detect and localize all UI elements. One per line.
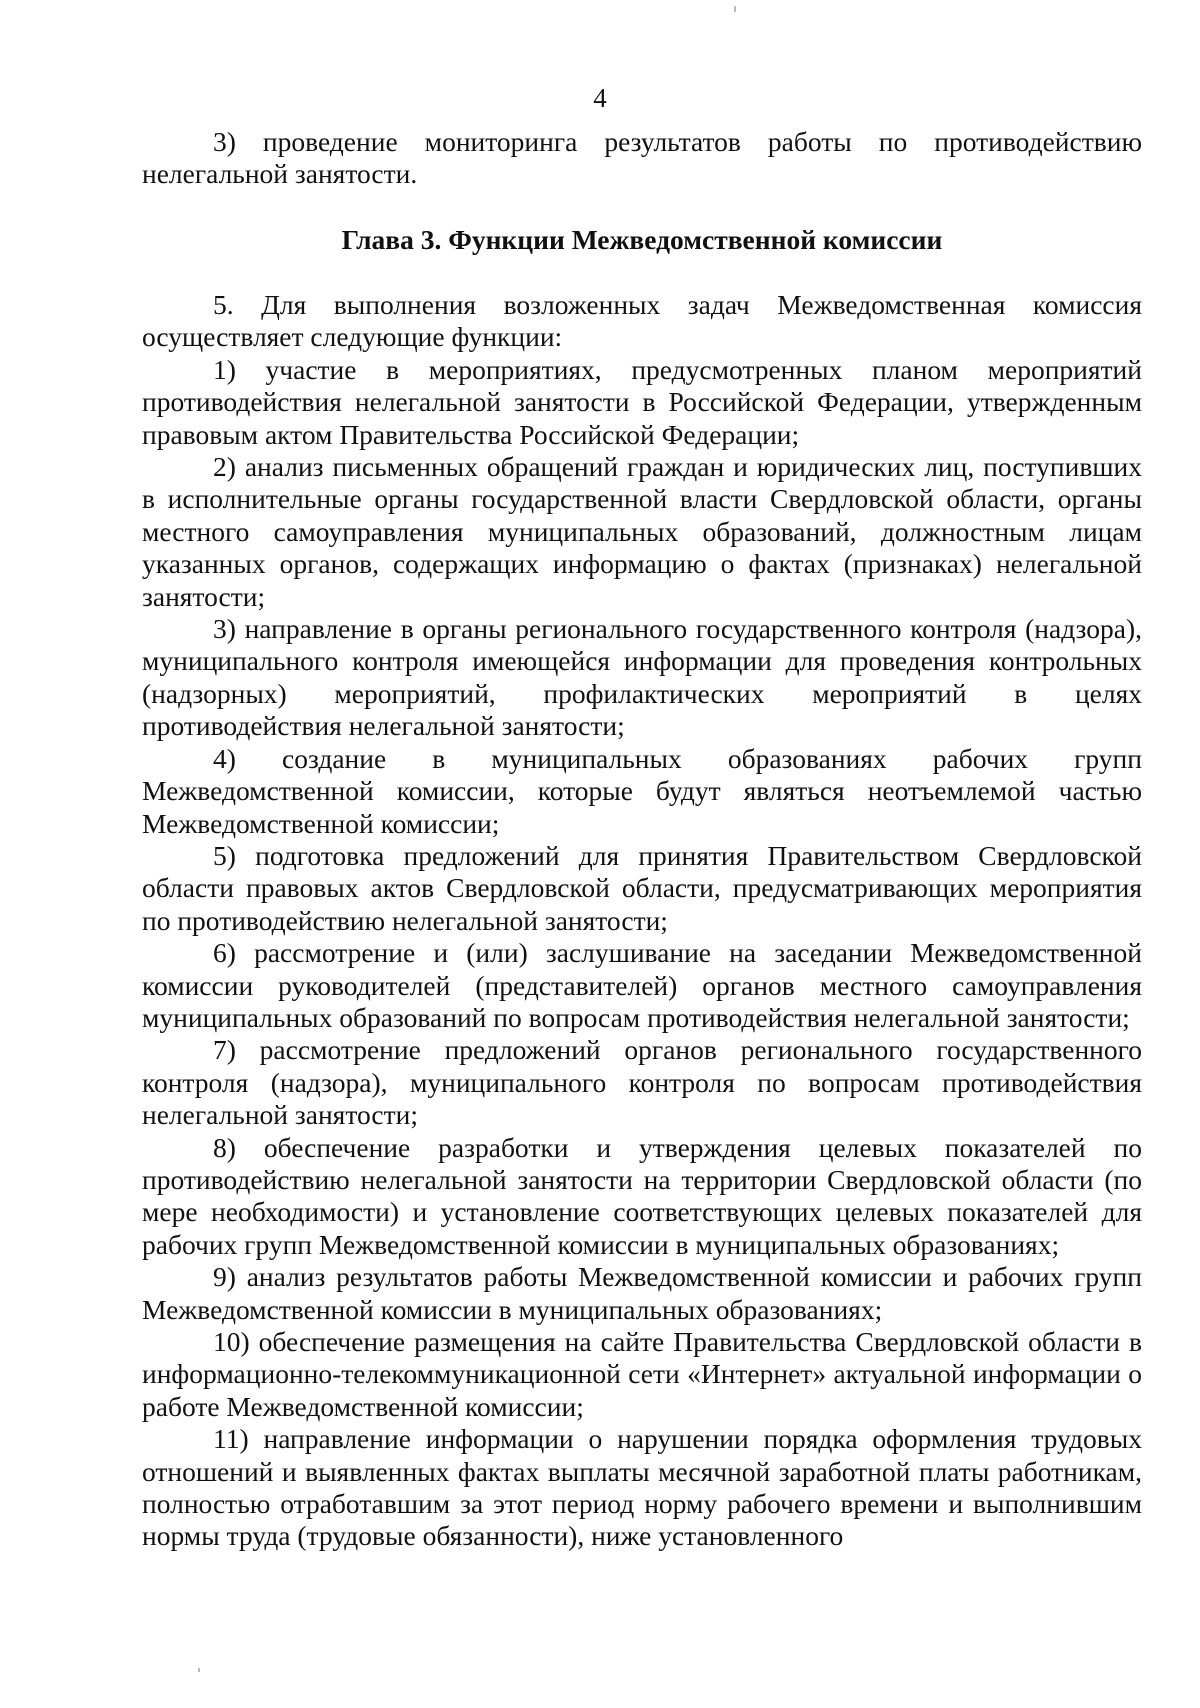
intro-item-paragraph: 3) проведение мониторинга результатов работы по противодействию нелегальной занятости. <box>142 126 1142 190</box>
scan-speck <box>734 6 736 12</box>
function-item-8: 8) обеспечение разработки и утверждения целевых показателей по противодействию нелегальной занятости на территории Свердловской области (по мере необходимости) и установление соответствующих целевых показателей для рабочих групп Межведомственной комиссии в муниципальных образованиях; <box>142 1131 1142 1260</box>
intro-section <box>142 126 1142 191</box>
function-item-2: 2) анализ письменных обращений граждан и юридических лиц, поступивших в исполнительные органы государственной власти Свердловской области, органы местного самоуправления муниципальных образований, должностным лицам указанных органов, содержащих информацию о фактах (признаках) нелегальной занятости; <box>142 451 1142 612</box>
function-item-4: 4) создание в муниципальных образованиях рабочих групп Межведомственной комиссии, которые будут являться неотъемлемой частью Межведомственной комиссии; <box>142 742 1142 839</box>
function-item-10: 10) обеспечение размещения на сайте Правительства Свердловской области в информационно-телекоммуникационной сети «Интернет» актуальной информации о работе Межведомственной комиссии; <box>142 1326 1142 1422</box>
chapter-title: Глава 3. Функции Межведомственной комиссии <box>341 224 943 255</box>
clause-5-intro: 5. Для выполнения возложенных задач Межведомственная комиссия осуществляет следующие функции: <box>142 289 1142 353</box>
function-item-3: 3) направление в органы регионального государственного контроля (надзора), муниципального контроля имеющейся информации для проведения контрольных (надзорных) мероприятий, профилактических мероприятий в целях противодействия нелегальной занятости; <box>142 613 1142 742</box>
function-item-9: 9) анализ результатов работы Межведомственной комиссии и рабочих групп Межведомственной комиссии в муниципальных образованиях; <box>142 1261 1142 1325</box>
function-item-6: 6) рассмотрение и (или) заслушивание на заседании Межведомственной комиссии руководителей (представителей) органов местного самоуправления муниципальных образований по вопросам противодействия нелегальной занятости; <box>142 937 1142 1033</box>
functions-section <box>142 289 1142 1553</box>
function-item-7: 7) рассмотрение предложений органов регионального государственного контроля (надзора), муниципального контроля по вопросам противодействия нелегальной занятости; <box>142 1034 1142 1131</box>
function-item-11: 11) направление информации о нарушении порядка оформления трудовых отношений и выявленных фактах выплаты месячной заработной платы работникам, полностью отработавшим за этот период норму рабочего времени и выполнившим нормы труда (трудовые обязанности), ниже установленного <box>142 1423 1142 1552</box>
page-number: 4 <box>593 83 607 113</box>
function-item-5: 5) подготовка предложений для принятия Правительством Свердловской области правовых актов Свердловской области, предусматривающих мероприятия по противодействию нелегальной занятости; <box>142 839 1142 936</box>
scan-speck <box>198 1668 200 1672</box>
function-item-1: 1) участие в мероприятиях, предусмотренных планом мероприятий противодействия нелегальной занятости в Российской Федерации, утвержденным правовым актом Правительства Российской Федерации; <box>142 353 1142 450</box>
